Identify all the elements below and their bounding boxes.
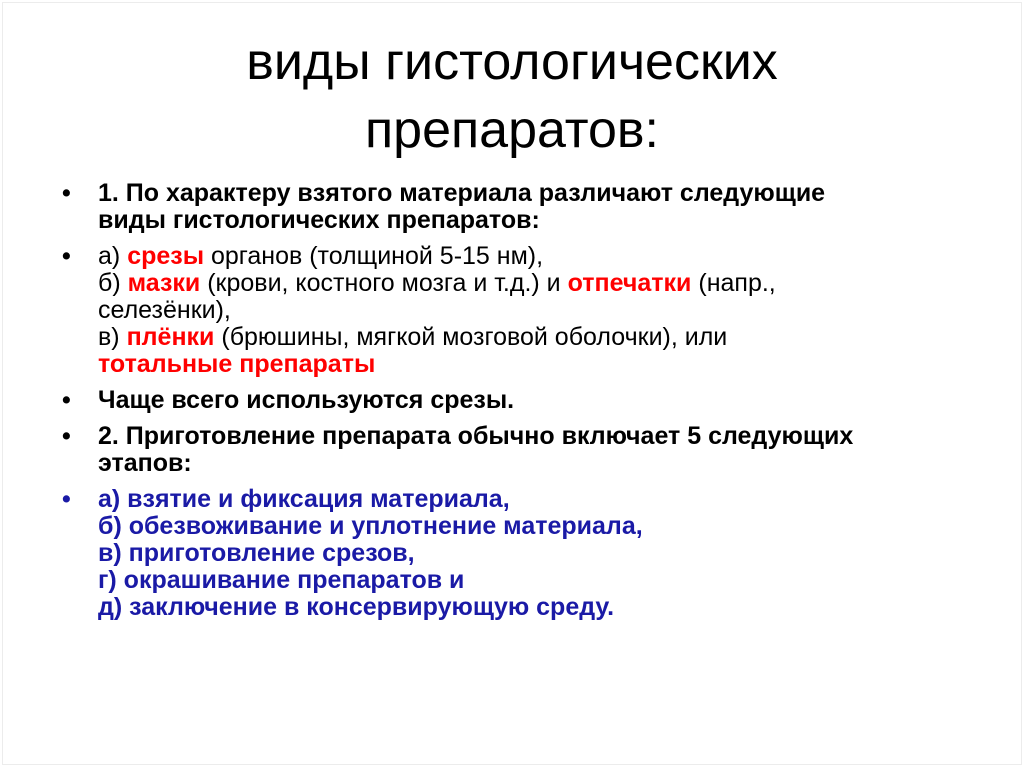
- bullet-line: 2. Приготовление препарата обычно включает 5 следующих: [98, 422, 854, 450]
- stage-line: б) обезвоживание и уплотнение материала,: [98, 512, 643, 540]
- item-prefix: в): [98, 323, 127, 351]
- bullet-line: 1. По характеру взятого материала различают следующие: [98, 179, 826, 207]
- bullet-line: виды гистологических препаратов:: [98, 206, 540, 234]
- item-prefix: а): [98, 242, 128, 270]
- bullet-line: [98, 270, 982, 297]
- bullet-marker: •: [62, 485, 71, 513]
- slide-title-line: виды гистологических: [246, 33, 778, 91]
- bullet-line: Чаще всего используются срезы.: [98, 386, 515, 414]
- bullet-marker: •: [62, 386, 71, 414]
- bullet-line: [98, 324, 982, 351]
- highlight-term: тотальные препараты: [98, 350, 376, 378]
- item-text: (напр.,: [691, 269, 776, 297]
- bullet-line: [98, 243, 982, 270]
- bullet-item-stages: [62, 486, 982, 621]
- highlight-term: отпечатки: [567, 269, 692, 297]
- item-text: (крови, костного мозга и т.д.) и: [200, 269, 568, 297]
- slide-title-line: препаратов:: [365, 101, 659, 159]
- bullet-marker: •: [62, 242, 71, 270]
- bullet-marker: •: [62, 179, 71, 207]
- stage-line: а) взятие и фиксация материала,: [98, 485, 510, 513]
- bullet-item: [62, 180, 982, 234]
- bullet-item: [62, 387, 982, 414]
- item-text: органов (толщиной 5-15 нм),: [204, 242, 544, 270]
- highlight-term: мазки: [127, 269, 201, 297]
- bullet-item-types: [62, 243, 982, 378]
- bullet-line: этапов:: [98, 449, 192, 477]
- stage-line: г) окрашивание препаратов и: [98, 566, 465, 594]
- item-prefix: б): [98, 269, 128, 297]
- stage-line: в) приготовление срезов,: [98, 539, 415, 567]
- bullet-marker: •: [62, 422, 71, 450]
- slide-title: [0, 28, 1024, 164]
- item-text: (брюшины, мягкой мозговой оболочки), или: [214, 323, 728, 351]
- bullet-item: [62, 423, 982, 477]
- bullet-line: селезёнки),: [98, 296, 231, 324]
- stage-line: д) заключение в консервирующую среду.: [98, 593, 615, 621]
- highlight-term: плёнки: [126, 323, 215, 351]
- highlight-term: срезы: [127, 242, 205, 270]
- bullet-list: [62, 180, 982, 630]
